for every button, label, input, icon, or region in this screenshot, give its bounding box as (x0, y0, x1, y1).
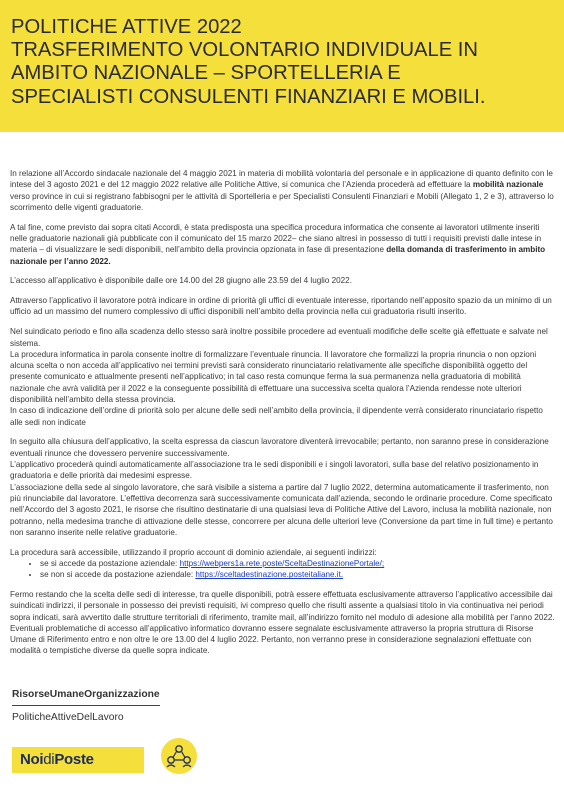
logo (20, 747, 94, 773)
paragraph-text: In relazione all’Accordo sindacale nazionale del 4 maggio 2021 in materia di mobilità volontaria del personale e in applicazione di quanto definito con le intese del 3 agosto 2021 e del 12 maggio 2022 relative alle Politiche Attive, si comunica che l’Azienda procederà ad effettuare la (10, 169, 553, 190)
paragraph: Eventuali problematiche di accesso all’applicativo informatico dovranno essere segnalate esclusivamente attraverso la propria struttura di Risorse Umane di Riferimento entro e non oltre le ore 13.00 del 4 luglio 2022. Pertanto, non verranno prese in considerazione segnalazioni effettuate con modalità o tempistiche diverse da quelle sopra indicate. (10, 623, 534, 656)
paragraph: L’applicativo procederà quindi automaticamente all’associazione tra le sedi disponibili e i singoli lavoratori, sulla base del relativo posizionamento in graduatoria e delle priorità dai medesimi espresse. (10, 460, 539, 481)
title-line: TRASFERIMENTO VOLONTARIO INDIVIDUALE IN (11, 39, 478, 62)
link-list (10, 558, 556, 581)
header-banner (0, 0, 564, 132)
hashtag-secondary[interactable]: PoliticheAttiveDelLavoro (12, 712, 124, 723)
list-item (40, 558, 556, 569)
paragraph: In seguito alla chiusura dell’applicativo, la scelta espressa da ciascun lavoratore diventerà irrevocabile; pertanto, non saranno prese in considerazione eventuali rinunce che dovessero pervenire successivamente. (10, 437, 549, 458)
people-network-icon (161, 738, 197, 774)
logo-part: di (43, 751, 55, 768)
paragraph-text: verso province in cui si registrano fabbisogni per le attività di Sportelleria e per Specialisti Consulenti Finanziari e Mobili (Allegato 1, 2 e 3), attraverso lo scorrimento delle vigenti graduatorie. (10, 191, 554, 212)
paragraph (10, 222, 556, 267)
link-internal-portal[interactable]: https://webpers1a.rete.poste/SceltaDestinazionePortale/; (179, 558, 385, 568)
article-body (10, 168, 556, 665)
link-label: se non si accede da postazione aziendale: (40, 570, 196, 580)
paragraph: Fermo restando che la scelta delle sedi di interesse, tra quelle disponibili, potrà essere effettuata esclusivamente attraverso l’applicativo accessibile dai suindicati indirizzi, il personale in possesso dei previsti requisiti, ivi compreso quello che risulti assente a qualsiasi titolo in via continuativa nei periodi sopra indicati, sarà avvertito dalle strutture territoriali di riferimento, tramite mail, all’indirizzo fornito nel modulo di adesione alla mobilità per l’anno 2022. (10, 590, 555, 622)
footer-tags (12, 686, 312, 727)
paragraph: L’accesso all’applicativo è disponibile dalle ore 14.00 del 28 giugno alle 23.59 del 4 luglio 2022. (10, 276, 352, 286)
hashtag-primary[interactable]: RisorseUmaneOrganizzazione (12, 686, 160, 706)
list-item (40, 569, 556, 580)
paragraph-emphasis: della domanda di trasferimento in ambito nazionale per l’anno 2022. (10, 245, 546, 266)
paragraph: Attraverso l’applicativo il lavoratore potrà indicare in ordine di priorità gli uffici di eventuale interesse, riportando nell’apposito spazio da un minimo di un ufficio ad un massimo del numero complessivo di uffici disponibili nell’ambito della provincia nella cui graduatoria risulti inserito. (10, 296, 552, 317)
paragraph: L’associazione della sede al singolo lavoratore, che sarà visibile a sistema a partire dal 7 luglio 2022, determina automaticamente il trasferimento, non più rinunciabile dal lavoratore. L’effettiva decorrenza sarà successivamente comunicata dall’azienda, secondo le ordinarie procedure. Come specificato nell’Accordo del 3 agosto 2021, le risorse che risultino destinatarie di una qualsiasi leva di Politiche Attive del Lavoro, inclusa la mobilità nazionale, non potranno, nella medesima tranche di attivazione delle stesse, concorrere per alcuna delle ulteriori leve (Conversione da part time in full time) e pertanto non saranno inserite nelle relative graduatorie. (10, 482, 553, 537)
title-line: SPECIALISTI CONSULENTI FINANZIARI E MOBILI. (11, 85, 486, 108)
paragraph-text: A tal fine, come previsto dai sopra citati Accordi, è stata predisposta una specifica procedura informatica che consente ai lavoratori utilmente inseriti nelle graduatorie nazionali già pubblicate con il comunicato del 15 marzo 2022– che siano altresì in possesso di tutti i requisiti previsti dalle intese in materia – di visualizzare le sedi disponibili, nell’ambito della provincia opzionata in fase di presentazione (10, 222, 542, 255)
title-line: AMBITO NAZIONALE – SPORTELLERIA E (11, 62, 401, 85)
link-label: se si accede da postazione aziendale: (40, 558, 180, 568)
logo-part: Noi (20, 751, 44, 768)
paragraph: La procedura informatica in parola consente inoltre di formalizzare l’eventuale rinuncia. Il lavoratore che formalizzi la propria rinuncia o non opzioni alcuna scelta o non acceda all’applicativo nei termini previsti sarà considerato rinunciatario relativamente alle specifiche disponibilità oggetto del presente comunicato e attualmente presenti nell’applicativo; in tal caso resta comunque ferma la sua permanenza nella graduatoria di mobilità nazionale che avrà validità per il 2022 e la conseguente possibilità di effettuare una successiva scelta qualora l’Azienda rendesse note ulteriori disponibilità nell’ambito della stessa provincia. (10, 349, 537, 405)
paragraph: In caso di indicazione dell’ordine di priorità solo per alcune delle sedi nell’ambito della provincia, il dipendente verrà considerato rinunciatario rispetto alle sedi non indicate (10, 406, 543, 427)
paragraph-emphasis: mobilità nazionale (472, 180, 544, 190)
paragraph: La procedura sarà accessibile, utilizzando il proprio account di dominio aziendale, ai seguenti indirizzi: (10, 547, 377, 557)
paragraph (10, 168, 556, 213)
page-title (11, 16, 556, 109)
title-line: POLITICHE ATTIVE 2022 (11, 16, 242, 38)
logo-part: Poste (54, 751, 94, 768)
link-external-portal[interactable]: https://sceltadestinazione.posteitaliane.it. (195, 570, 344, 580)
paragraph: Nel suindicato periodo e fino alla scadenza dello stesso sarà inoltre possibile procedere ad eventuali modifiche delle scelte già effettuate e salvate nel sistema. (10, 327, 548, 348)
